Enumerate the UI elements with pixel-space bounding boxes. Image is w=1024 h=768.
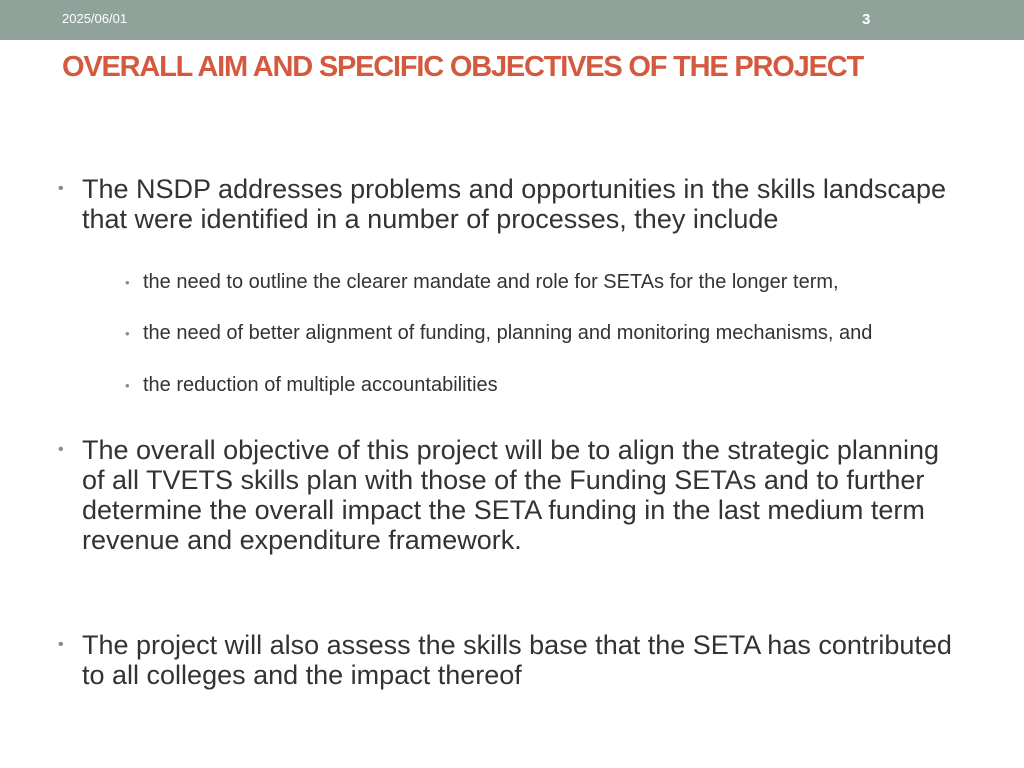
slide-date: 2025/06/01 — [62, 11, 128, 26]
slide-title: OVERALL AIM AND SPECIFIC OBJECTIVES OF THE PROJECT — [62, 51, 863, 83]
bullet-overall-objective: • The overall objective of this project will be to align the strategic planning of all TVETS skills plan with those of the Funding SETAs and to further determine the overall impact the SETA funding in the last medium term revenue and expenditure framework. — [82, 435, 962, 555]
bullet-nsdp: • The NSDP addresses problems and opportunities in the skills landscape that were identified in a number of processes, they include — [82, 174, 962, 234]
sub-bullet-setas-mandate: • the need to outline the clearer mandate and role for SETAs for the longer term, — [143, 271, 943, 294]
sub-bullet-alignment: • the need of better alignment of funding, planning and monitoring mechanisms, and — [143, 322, 943, 345]
slide-header-bar — [0, 0, 1024, 40]
sub-bullet-accountabilities: • the reduction of multiple accountabilities — [143, 374, 943, 397]
slide-number: 3 — [862, 11, 871, 28]
bullet-skills-assessment: • The project will also assess the skills base that the SETA has contributed to all colleges and the impact thereof — [82, 630, 962, 690]
